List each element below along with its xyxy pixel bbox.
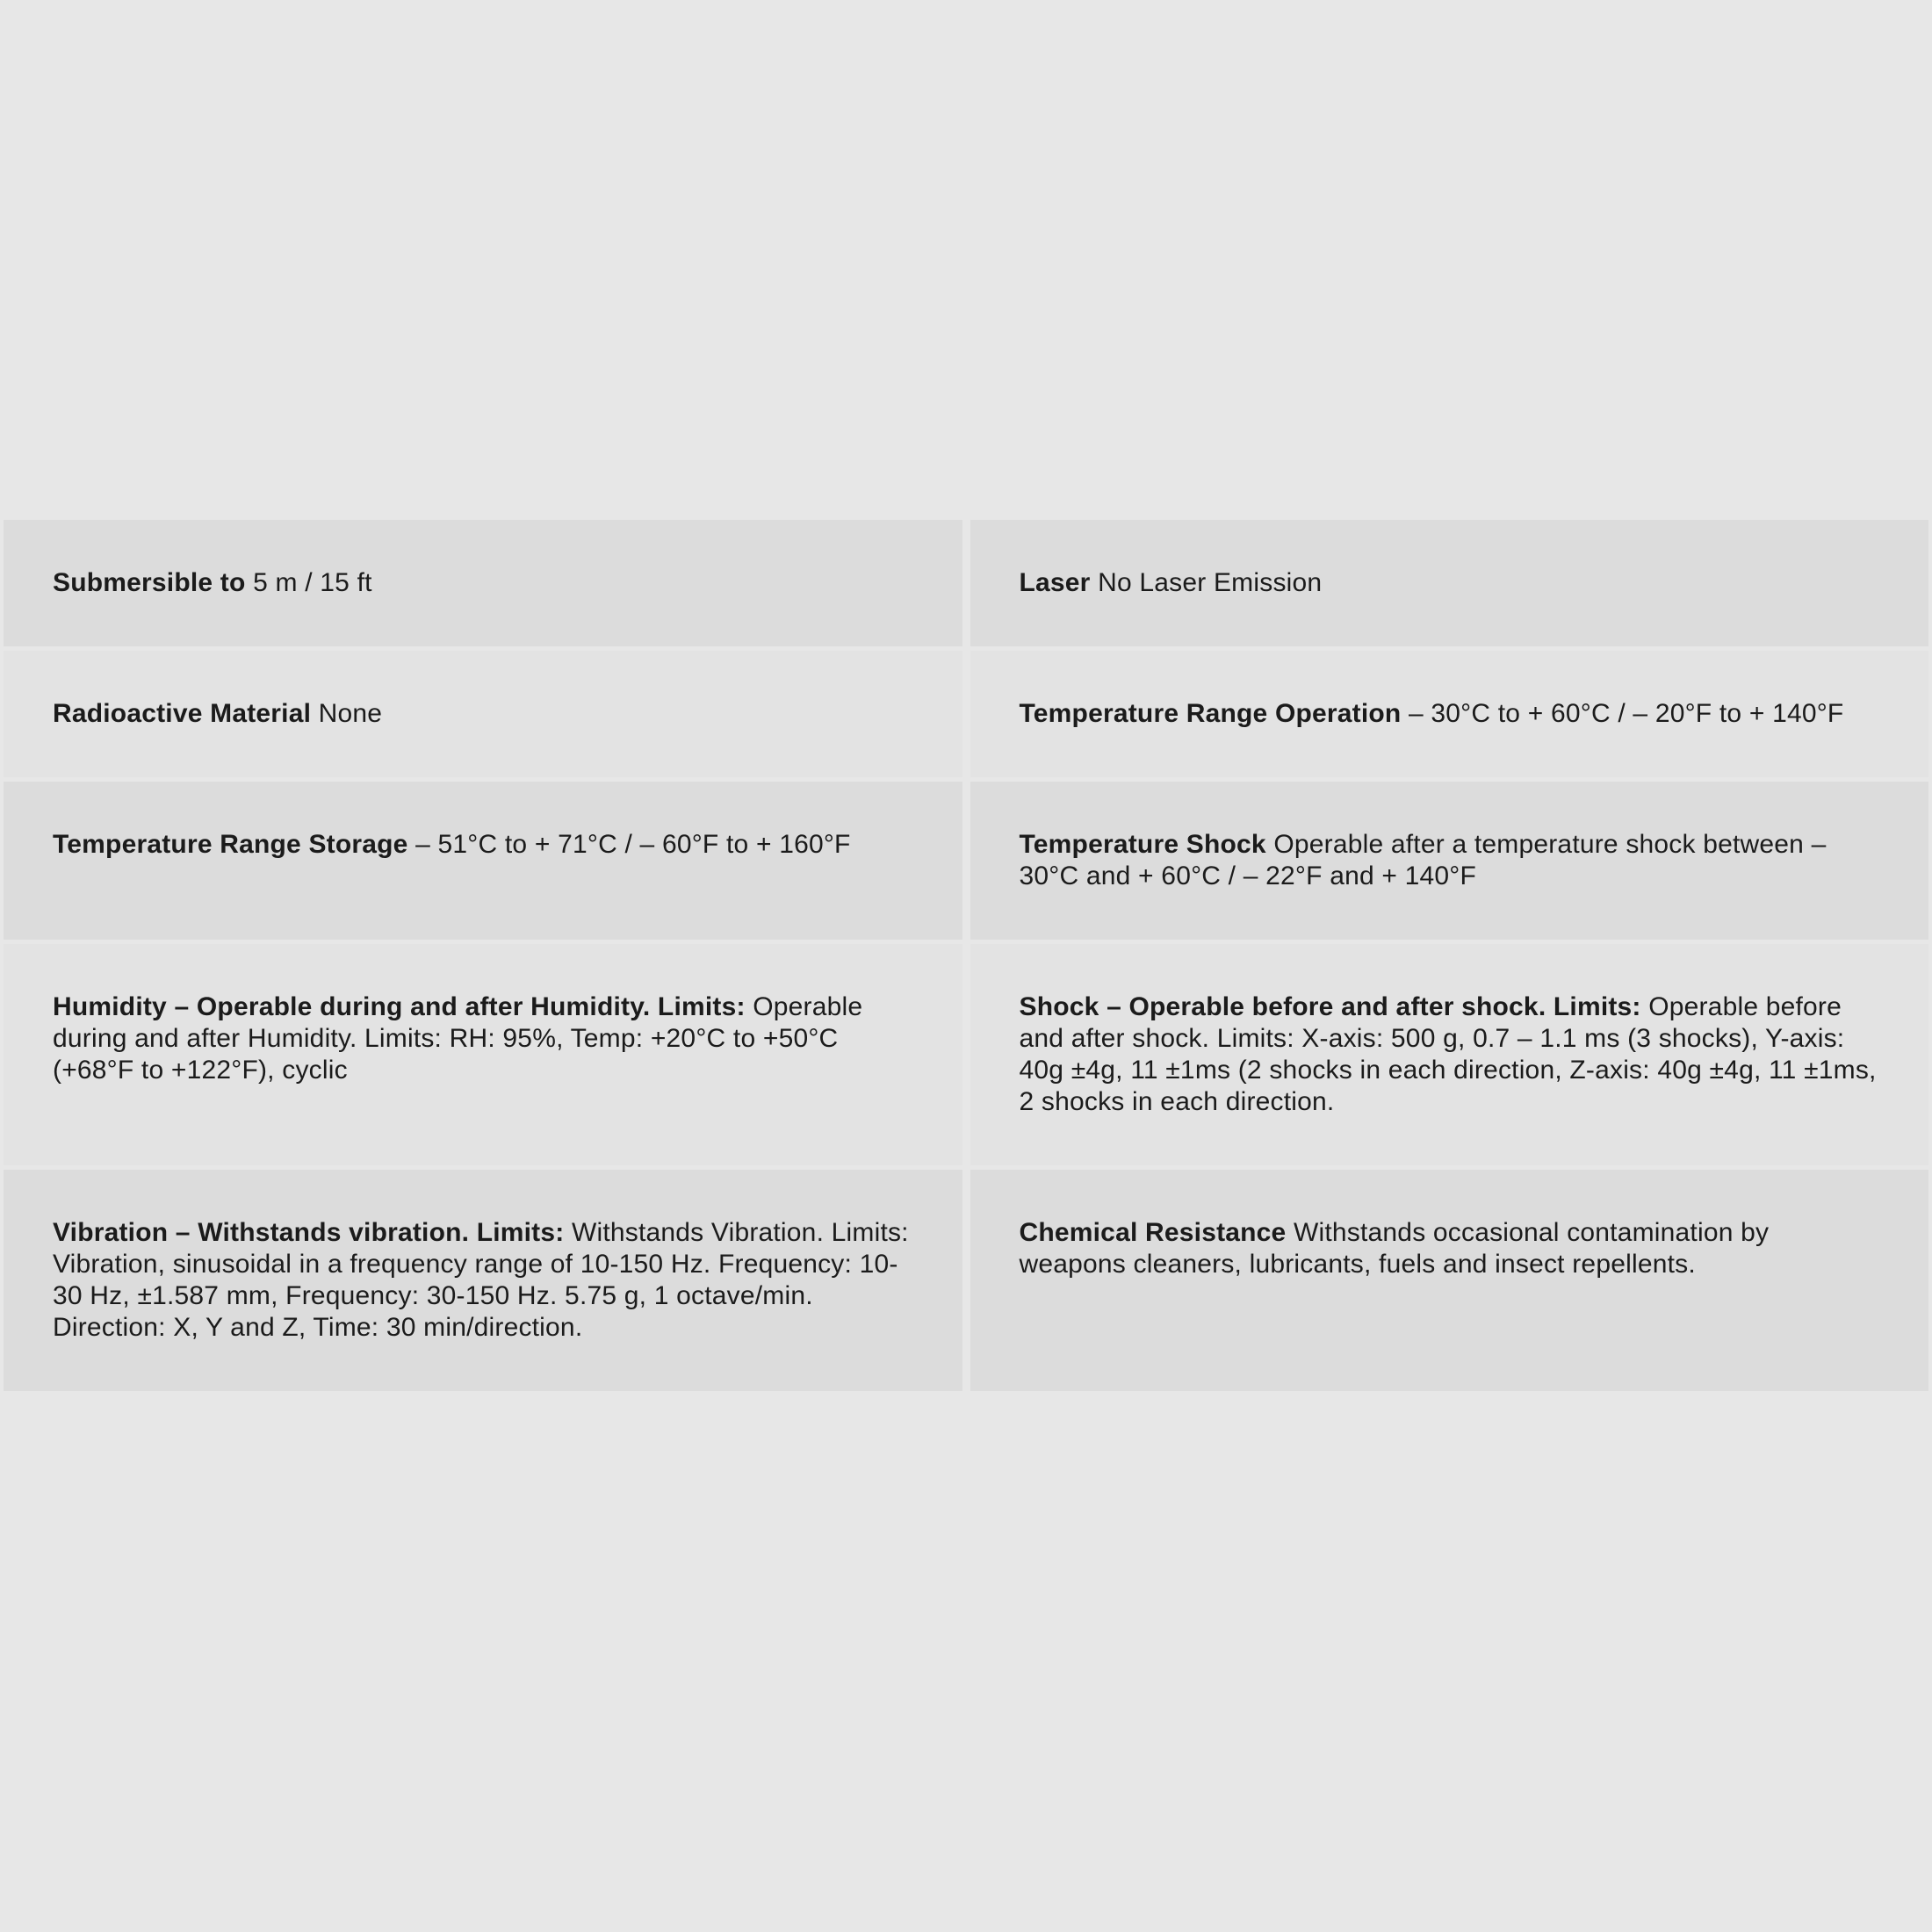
spec-cell-humidity: [4, 944, 962, 1165]
spec-cell-shock: [970, 944, 1929, 1165]
spec-label: Humidity – Operable during and after Humidity. Limits:: [53, 992, 746, 1021]
spec-value: – 51°C to + 71°C / – 60°F to + 160°F: [415, 830, 851, 859]
spec-text: [1020, 991, 1880, 1118]
spec-label: Temperature Shock: [1019, 830, 1266, 859]
spec-cell-vibration: [4, 1170, 962, 1391]
spec-label: Submersible to: [53, 568, 246, 597]
spec-text: [53, 991, 913, 1086]
spec-value: Operable before and after shock. Limits: X-axis: 500 g, 0.7 – 1.1 ms (3 shocks), Y-axis: 40g ±4g, 11 ±1ms (2 shocks in each direction, Z-axis: 40g ±4g, 11 ±1ms, 2 shocks in each direction.: [1019, 992, 1877, 1116]
spec-label: Chemical Resistance: [1019, 1218, 1287, 1247]
spec-cell-temperature-shock: [970, 782, 1929, 940]
spec-value: None: [318, 699, 383, 728]
spec-text: [1020, 698, 1880, 730]
spec-value: No Laser Emission: [1098, 568, 1323, 597]
spec-text: [53, 698, 913, 730]
spec-label: Temperature Range Operation: [1019, 699, 1402, 728]
specs-table: [4, 520, 1928, 1391]
spec-text: [1020, 1217, 1880, 1280]
spec-value: Withstands occasional contamination by weapons cleaners, lubricants, fuels and insect repellents.: [1019, 1218, 1770, 1279]
spec-text: [1020, 567, 1880, 599]
spec-value: Operable after a temperature shock between – 30°C and + 60°C / – 22°F and + 140°F: [1019, 830, 1827, 890]
spec-value: Operable during and after Humidity. Limits: RH: 95%, Temp: +20°C to +50°C (+68°F to +122°F), cyclic: [53, 992, 863, 1085]
spec-cell-submersible: [4, 520, 962, 646]
spec-cell-laser: [970, 520, 1929, 646]
spec-label: Vibration – Withstands vibration. Limits:: [53, 1218, 565, 1247]
spec-label: Radioactive Material: [53, 699, 312, 728]
spec-label: Temperature Range Storage: [53, 830, 408, 859]
spec-cell-radioactive-material: [4, 651, 962, 777]
spec-value: 5 m / 15 ft: [253, 568, 372, 597]
spec-value: – 30°C to + 60°C / – 20°F to + 140°F: [1408, 699, 1844, 728]
spec-text: [53, 1217, 913, 1344]
spec-text: [53, 567, 913, 599]
spec-cell-temperature-range-operation: [970, 651, 1929, 777]
spec-cell-chemical-resistance: [970, 1170, 1929, 1391]
spec-cell-temperature-range-storage: [4, 782, 962, 940]
spec-value: Withstands Vibration. Limits: Vibration, sinusoidal in a frequency range of 10-150 Hz. Frequency: 10-30 Hz, ±1.587 mm, Frequency: 30-150 Hz. 5.75 g, 1 octave/min. Direction: X, Y and Z, Time: 30 min/direction.: [53, 1218, 909, 1342]
spec-text: [53, 829, 913, 861]
spec-label: Shock – Operable before and after shock. Limits:: [1019, 992, 1641, 1021]
spec-label: Laser: [1019, 568, 1091, 597]
spec-text: [1020, 829, 1880, 892]
